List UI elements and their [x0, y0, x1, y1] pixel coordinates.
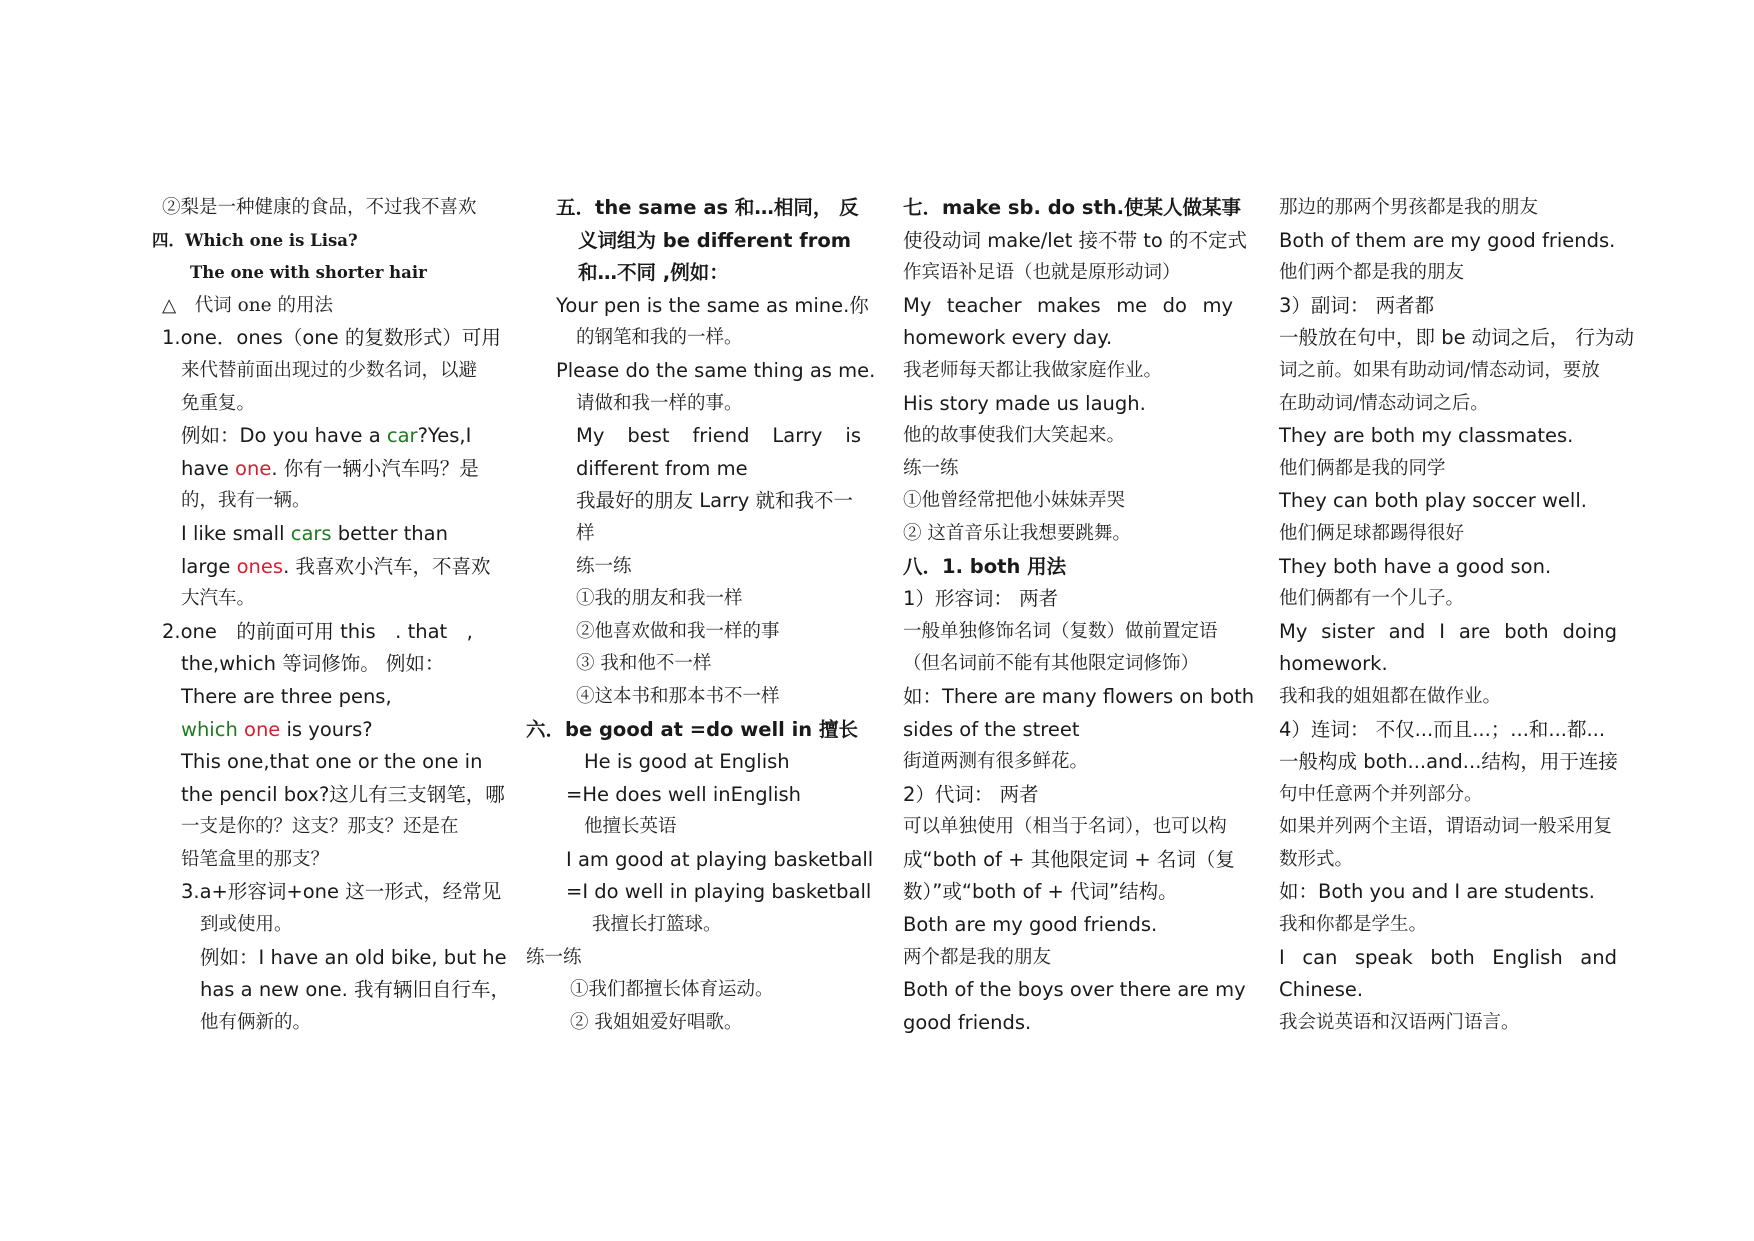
text-line: 作宾语补足语（也就是原形动词）: [903, 262, 1181, 284]
text-line: 我最好的朋友 Larry 就和我不一: [576, 489, 853, 513]
text-line: △ 代词 one 的用法: [162, 294, 333, 316]
text-line: 在助动词/情态动词之后。: [1279, 392, 1489, 414]
text-line: good friends.: [903, 1010, 1032, 1034]
text-line: I like small cars better than: [181, 521, 448, 545]
text-line: 和…不同 ,例如：: [578, 261, 729, 285]
text-line: 他们俩都有一个儿子。: [1279, 588, 1465, 610]
text-line: 铅笔盒里的那支？: [181, 848, 330, 870]
text-line: 两个都是我的朋友: [903, 946, 1052, 968]
text-line: 数）”或“both of + 代词”结构。: [903, 880, 1178, 904]
text-line: His story made us laugh.: [903, 391, 1146, 415]
text-line: Both of them are my good friends.: [1279, 228, 1616, 252]
text-line: 可以单独使用（相当于名词），也可以构: [903, 816, 1227, 838]
text-line: 我擅长打篮球。: [592, 914, 722, 936]
text-line: 的，我有一辆。: [181, 490, 311, 512]
text-line: They both have a good son.: [1279, 554, 1552, 578]
text-line: 那边的那两个男孩都是我的朋友: [1279, 197, 1539, 218]
text-line: 他的故事使我们大笑起来。: [903, 425, 1126, 447]
text-line: 例如：Do you have a car?Yes,I: [181, 424, 472, 448]
text-line: I can speak both English and: [1279, 945, 1617, 969]
text-line: 大汽车。: [181, 588, 256, 610]
text-line: 一支是你的？这支？那支？还是在: [181, 816, 459, 838]
text-line: 请做和我一样的事。: [576, 392, 743, 414]
text-line: They can both play soccer well.: [1279, 489, 1587, 513]
text-line: 3）副词： 两者都: [1279, 293, 1435, 317]
text-line: ② 我姐姐爱好唱歌。: [570, 1011, 743, 1033]
text-line: 义词组为 be different from: [578, 228, 852, 252]
text-line: ①我们都擅长体育运动。: [570, 979, 774, 1001]
text-line: 一般放在句中，即 be 动词之后， 行为动: [1279, 326, 1634, 350]
text-line: There are three pens,: [181, 684, 392, 708]
text-line: （但名词前不能有其他限定词修饰）: [903, 653, 1200, 675]
text-line: 他们俩都是我的同学: [1279, 457, 1446, 479]
text-line: 我会说英语和汉语两门语言。: [1279, 1011, 1520, 1033]
text-line: homework.: [1279, 652, 1388, 676]
text-line: 来代替前面出现过的少数名词，以避: [181, 359, 478, 381]
text-line: 样: [576, 522, 595, 544]
text-line: 一般单独修饰名词（复数）做前置定语: [903, 620, 1218, 642]
text-line: 如果并列两个主语，谓语动词一般采用复: [1279, 816, 1613, 838]
text-line: 例如：I have an old bike, but he: [200, 945, 507, 969]
text-line: homework every day.: [903, 326, 1113, 350]
text-line: ②他喜欢做和我一样的事: [576, 620, 780, 642]
text-line: =He does well inEnglish: [566, 782, 802, 806]
text-line: large ones. 我喜欢小汽车，不喜欢: [181, 554, 491, 578]
text-line: 1）形容词： 两者: [903, 587, 1059, 611]
text-line: They are both my classmates.: [1279, 424, 1574, 448]
text-line: 到或使用。: [200, 914, 293, 936]
text-line: My teacher makes me do my: [903, 293, 1233, 317]
text-line: Please do the same thing as me.: [556, 358, 876, 382]
text-line: Your pen is the same as mine.你: [556, 293, 869, 317]
text-line: 我和我的姐姐都在做作业。: [1279, 685, 1502, 707]
text-line: 街道两测有很多鲜花。: [903, 751, 1089, 773]
text-line: which one is yours?: [181, 717, 373, 741]
text-line: 成“both of + 其他限定词 + 名词（复: [903, 847, 1235, 871]
section-heading-6: 六．be good at =do well in 擅长: [526, 717, 858, 741]
text-line: 一般构成 both...and...结构，用于连接: [1279, 750, 1618, 774]
text-line: The one with shorter hair: [190, 263, 427, 283]
text-line: 他有俩新的。: [200, 1011, 312, 1033]
text-line: 他擅长英语: [584, 816, 677, 838]
text-line: 练一练: [576, 555, 632, 577]
text-line: 如：Both you and I are students.: [1279, 880, 1596, 904]
text-line: 的钢笔和我的一样。: [576, 327, 743, 349]
text-line: ③ 我和他不一样: [576, 653, 712, 675]
text-line: 1.one．ones（one 的复数形式）可用: [162, 326, 501, 350]
text-line: Both are my good friends.: [903, 913, 1158, 937]
text-line: Both of the boys over there are my: [903, 978, 1246, 1002]
text-line: My best friend Larry is: [576, 424, 861, 448]
section-heading-5: 五．the same as 和…相同， 反: [556, 196, 859, 219]
section-heading-7: 七．make sb. do sth.使某人做某事: [903, 196, 1242, 219]
text-line: 使役动词 make/let 接不带 to 的不定式: [903, 228, 1248, 252]
column-4: [1279, 192, 1634, 1039]
text-line: I am good at playing basketball: [566, 847, 874, 871]
text-line: ② 这首音乐让我想要跳舞。: [903, 522, 1131, 544]
text-line: ②梨是一种健康的食品，不过我不喜欢: [162, 197, 477, 218]
text-line: 练一练: [903, 457, 959, 479]
column-3: [903, 192, 1255, 1039]
text-line: =I do well in playing basketball: [566, 880, 872, 904]
text-line: 他们俩足球都踢得很好: [1279, 522, 1465, 544]
text-line: 我和你都是学生。: [1279, 914, 1428, 936]
text-line: 他们两个都是我的朋友: [1279, 262, 1465, 284]
text-line: ①他曾经常把他小妹妹弄哭: [903, 490, 1126, 512]
text-line: ①我的朋友和我一样: [576, 588, 743, 610]
text-line: different from me: [576, 456, 748, 480]
column-2: [526, 192, 876, 1039]
section-heading-4: 四．Which one is Lisa?: [152, 230, 358, 250]
text-line: ④这本书和那本书不一样: [576, 685, 780, 707]
text-line: Chinese.: [1279, 978, 1364, 1002]
text-line: 2）代词： 两者: [903, 782, 1039, 806]
column-1: [152, 192, 511, 1039]
text-line: He is good at English: [584, 750, 790, 774]
text-line: 2.one 的前面可用 this . that ,: [162, 619, 473, 643]
text-line: the pencil box?这儿有三支钢笔，哪: [181, 782, 505, 806]
text-line: 词之前。如果有助动词/情态动词，要放: [1279, 359, 1600, 381]
text-line: have one. 你有一辆小汽车吗？是: [181, 456, 479, 480]
text-line: 句中任意两个并列部分。: [1279, 783, 1483, 805]
text-line: 我老师每天都让我做家庭作业。: [903, 359, 1163, 381]
text-line: sides of the street: [903, 717, 1080, 741]
section-heading-8: 八．1. both 用法: [903, 554, 1067, 578]
text-line: 数形式。: [1279, 848, 1354, 870]
text-line: 3.a+形容词+one 这一形式，经常见: [181, 880, 502, 904]
text-line: My sister and I are both doing: [1279, 619, 1617, 643]
text-line: has a new one. 我有辆旧自行车，: [200, 978, 511, 1002]
text-line: the,which 等词修饰。 例如：: [181, 652, 445, 676]
text-line: This one,that one or the one in: [181, 750, 483, 774]
text-line: 练一练: [526, 946, 582, 968]
text-line: 如：There are many flowers on both: [903, 684, 1255, 708]
text-line: 免重复。: [181, 392, 256, 414]
text-line: 4）连词： 不仅...而且...；...和...都...: [1279, 717, 1606, 741]
